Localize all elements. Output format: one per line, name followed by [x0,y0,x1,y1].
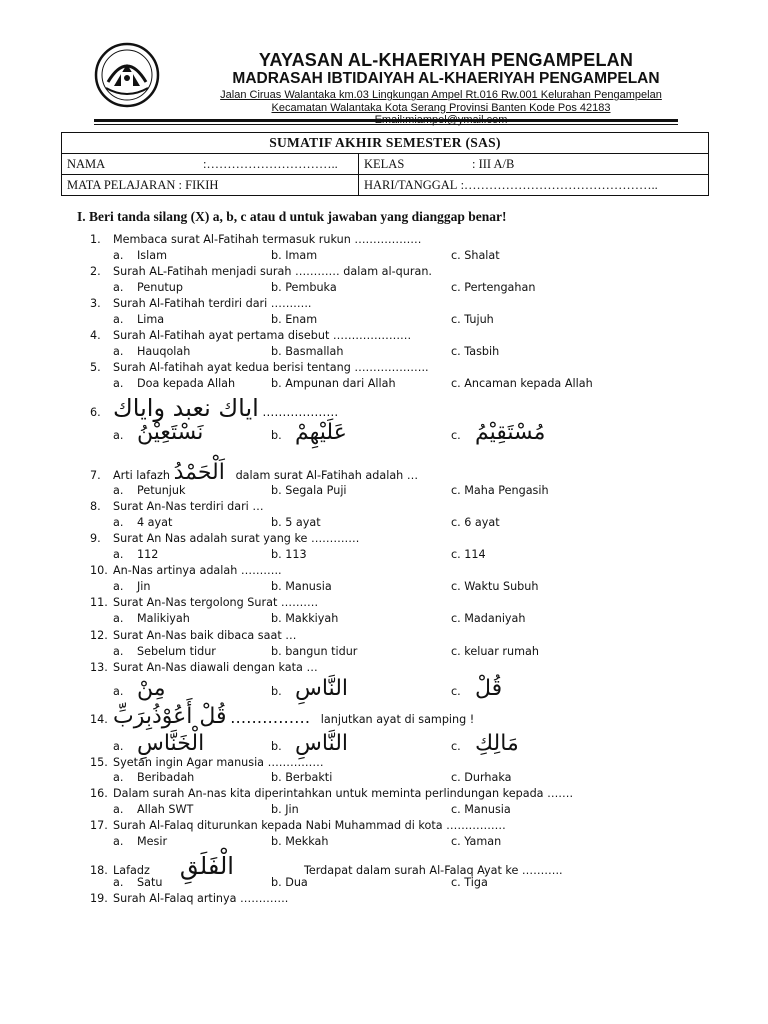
option-a[interactable]: a. Hauqolah [113,345,191,358]
nama-field[interactable]: :………………………….. [203,156,338,171]
option-c[interactable]: c. 114 [451,548,486,561]
question-2: 2. Surah AL-Fatihah menjadi surah ………… dalam al-quran. [90,265,432,278]
option-a[interactable]: a. Sebelum tidur [113,645,216,658]
options-11 [113,612,693,628]
option-a[interactable]: a. Doa kepada Allah [113,377,236,390]
options-9 [113,548,693,564]
kelas-label: KELAS [364,156,405,171]
question-3: 3. Surah Al-Fatihah terdiri dari ……….. [90,297,312,310]
option-b[interactable]: b. Berbakti [271,771,333,784]
option-a[interactable]: a. Lima [113,313,165,326]
options-6 [113,420,693,448]
option-a[interactable]: a. Islam [113,249,167,262]
nama-label: NAMA [67,156,106,171]
option-b[interactable]: b. Mekkah [271,835,329,848]
option-b[interactable]: b. Manusia [271,580,332,593]
question-text: Surah AL-Fatihah menjadi surah ………… dalam al-quran. [113,265,432,278]
question-1: 1. Membaca surat Al-Fatihah termasuk rukun ……………… [90,233,422,246]
option-b[interactable]: b. Pembuka [271,281,337,294]
option-c[interactable]: c. مُسْتَقِيْمُ [451,420,546,445]
exam-info-table [61,132,709,196]
question-text: Surah Al-fatihah ayat kedua berisi tentang ……………….. [113,361,429,374]
option-a[interactable]: a. مِنْ [113,676,166,701]
school-logo-icon [94,42,160,108]
options-1 [113,249,693,265]
question-text: Surah Al-Fatihah ayat pertama disebut ………………… [113,329,412,342]
question-16: 16. Dalam surah An-nas kita diperintahkan untuk meminta perlindungan kepada ……. [90,787,574,800]
arabic-word: اَلْحَمْدُ [173,460,225,485]
option-c[interactable]: c. قُلْ [451,676,503,701]
question-14: 14. قُلْ أَعُوْذُبِرَبِّ …………… lanjutkan ayat di samping ! [90,704,475,729]
arabic-verse: اياك نعبد واياك [113,394,259,422]
option-c[interactable]: c. Tujuh [451,313,494,326]
option-a[interactable]: a. Allah SWT [113,803,194,816]
options-16 [113,803,693,819]
letterhead [0,0,768,130]
option-c[interactable]: c. Tiga [451,876,488,889]
hari-field[interactable]: :……………………………………….. [460,177,658,192]
option-c[interactable]: c. Maha Pengasih [451,484,549,497]
options-14 [113,731,693,759]
question-10: 10. An-Nas artinya adalah ……….. [90,564,282,577]
options-10 [113,580,693,596]
options-4 [113,345,693,361]
header-rule-thin [94,124,678,125]
instruction: I. Beri tanda silang (X) a, b, c atau d untuk jawaban yang dianggap benar! [77,209,507,224]
question-15: 15. Syetan ingin Agar manusia …………… [90,756,324,769]
question-9: 9. Surat An Nas adalah surat yang ke …………. [90,532,360,545]
option-b[interactable]: b. Ampunan dari Allah [271,377,396,390]
arabic-verse: قُلْ أَعُوْذُبِرَبِّ [113,704,227,729]
question-13: 13. Surat An-Nas diawali dengan kata … [90,661,318,674]
option-b[interactable]: b. Makkiyah [271,612,339,625]
school-name: MADRASAH IBTIDAIYAH AL-KHAERIYAH PENGAMPELAN [232,70,660,87]
question-7: 7. Arti lafazh اَلْحَمْدُ dalam surat Al-Fatihah adalah … [90,460,419,485]
question-6: 6. اياك نعبد واياك ………………. [90,394,339,422]
question-19: 19. Surah Al-Falaq artinya …………. [90,892,289,905]
options-2 [113,281,693,297]
header-rule-thick [94,119,678,122]
mapel-cell [62,175,359,196]
options-17 [113,835,693,851]
option-c[interactable]: c. keluar rumah [451,645,539,658]
option-c[interactable]: c. Pertengahan [451,281,536,294]
option-c[interactable]: c. مَالِكِ [451,731,519,756]
option-b[interactable]: b. 5 ayat [271,516,321,529]
exam-title: SUMATIF AKHIR SEMESTER (SAS) [62,133,709,154]
option-b[interactable]: b. Dua [271,876,308,889]
question-11: 11. Surat An-Nas tergolong Surat ………. [90,596,319,609]
option-a[interactable]: a. 4 ayat [113,516,173,529]
option-b[interactable]: b. Jin [271,803,299,816]
option-a[interactable]: a. Mesir [113,835,168,848]
option-b[interactable]: b. عَلَيْهِمْ [271,420,347,445]
options-5 [113,377,693,393]
address-line-1: Jalan Ciruas Walantaka km.03 Lingkungan Ampel Rt.016 Rw.001 Kelurahan Pengampelan [220,89,662,101]
option-b[interactable]: b. 113 [271,548,307,561]
option-a[interactable]: a. Jin [113,580,151,593]
arabic-word: الْفَلَقِ [179,852,234,880]
option-c[interactable]: c. Waktu Subuh [451,580,539,593]
option-a[interactable]: a. Beribadah [113,771,195,784]
options-3 [113,313,693,329]
question-text: Surah Al-Fatihah terdiri dari ……….. [113,297,312,310]
option-b[interactable]: b. Enam [271,313,318,326]
option-b[interactable]: b. Imam [271,249,318,262]
options-8 [113,516,693,532]
option-b[interactable]: b. Segala Puji [271,484,347,497]
option-c[interactable]: c. Ancaman kepada Allah [451,377,593,390]
option-a[interactable]: a. الْخَنَّاسِ [113,731,205,756]
option-a[interactable]: a. Satu [113,876,163,889]
question-5: 5. Surah Al-fatihah ayat kedua berisi tentang ……………….. [90,361,429,374]
options-13 [113,676,693,704]
question-12: 12. Surat An-Nas baik dibaca saat … [90,629,297,642]
question-text: Membaca surat Al-Fatihah termasuk rukun ……………… [113,233,422,246]
option-a[interactable]: a. Malikiyah [113,612,190,625]
options-7 [113,484,693,500]
option-a[interactable]: a. Penutup [113,281,183,294]
nama-cell [62,154,359,175]
option-c[interactable]: c. 6 ayat [451,516,500,529]
question-4: 4. Surah Al-Fatihah ayat pertama disebut ………………… [90,329,412,342]
option-a[interactable]: a. 112 [113,548,159,561]
option-b[interactable]: b. النَّاسِ [271,731,349,756]
option-b[interactable]: b. النَّاسِ [271,676,349,701]
options-18 [113,876,693,892]
option-b[interactable]: b. bangun tidur [271,645,358,658]
foundation-name: YAYASAN AL-KHAERIYAH PENGAMPELAN [258,50,634,70]
options-12 [113,645,693,661]
kelas-value: : III A/B [472,156,515,171]
question-17: 17. Surah Al-Falaq diturunkan kepada Nabi Muhammad di kota ……………. [90,819,506,832]
question-8: 8. Surat An-Nas terdiri dari … [90,500,264,513]
option-c[interactable]: c. Yaman [451,835,502,848]
mapel-value: : FIKIH [178,177,219,192]
option-c[interactable]: c. Manusia [451,803,511,816]
hari-cell [359,175,709,196]
option-c[interactable]: c. Durhaka [451,771,512,784]
option-c[interactable]: c. Madaniyah [451,612,526,625]
kelas-cell [359,154,709,175]
option-a[interactable]: a. Petunjuk [113,484,186,497]
option-b[interactable]: b. Basmallah [271,345,344,358]
address-line-2: Kecamatan Walantaka Kota Serang Provinsi Banten Kode Pos 42183 Email:miampel@ymail.com [271,102,611,126]
hari-label: HARI/TANGGAL [364,177,458,192]
option-c[interactable]: c. Tasbih [451,345,500,358]
mapel-label: MATA PELAJARAN [67,177,176,192]
options-15 [113,771,693,787]
question-18: 18. Lafadz الْفَلَقِ Terdapat dalam surah Al-Falaq Ayat ke ……….. [90,852,563,880]
option-c[interactable]: c. Shalat [451,249,500,262]
option-a[interactable]: a. نَسْتَعِيْنُ [113,420,204,445]
